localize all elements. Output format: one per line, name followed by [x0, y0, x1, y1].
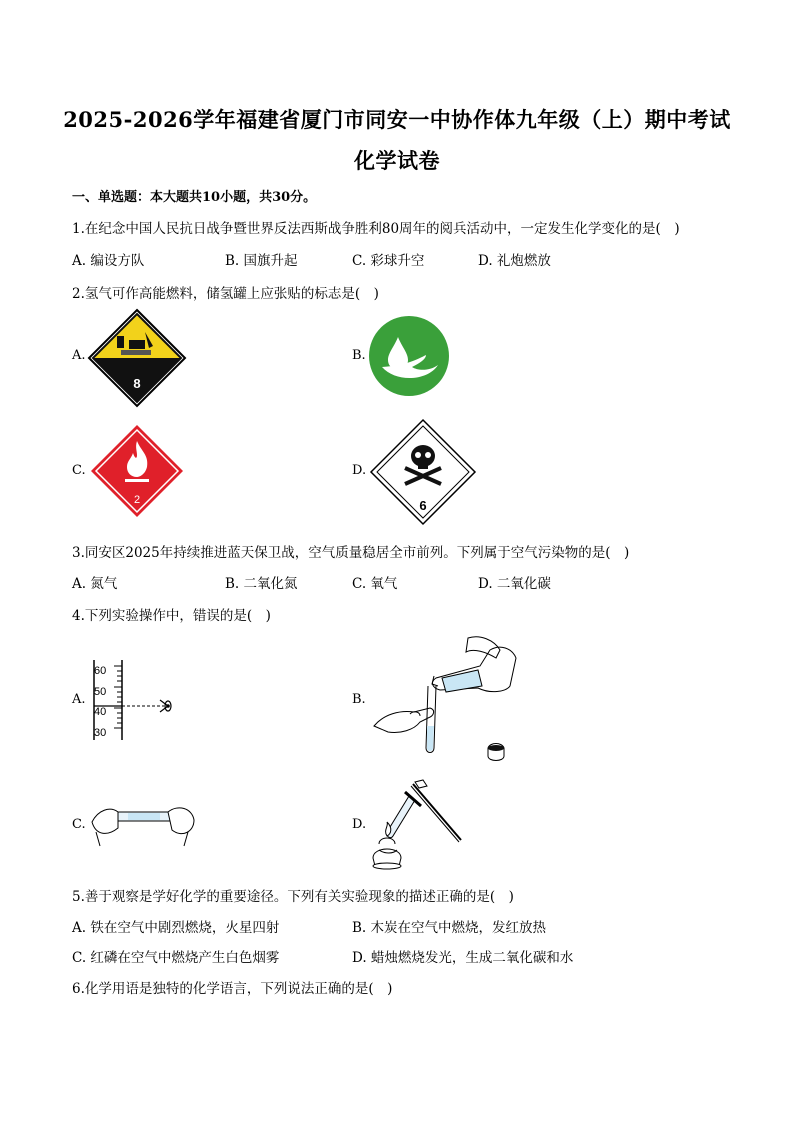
q5-option-a[interactable]: A. 铁在空气中剧烈燃烧，火星四射	[72, 920, 280, 936]
q2-label-a[interactable]: A.	[72, 348, 86, 363]
toxic-sign-icon[interactable]	[369, 418, 477, 526]
q5-stem: 5.善于观察是学好化学的重要途径。下列有关实验现象的描述正确的是( )	[72, 889, 514, 905]
q2-stem: 2.氢气可作高能燃料，储氢罐上应张贴的标志是( )	[72, 286, 379, 302]
water-drop-green-sign-icon[interactable]	[368, 315, 450, 397]
corrosive-sign-icon[interactable]	[87, 308, 187, 408]
q6-stem: 6.化学用语是独特的化学语言，下列说法正确的是( )	[72, 981, 393, 997]
q1-option-a[interactable]: A. 编设方队	[72, 253, 145, 269]
q4-label-c[interactable]: C.	[72, 817, 86, 832]
title-line-2: 化学试卷	[354, 148, 440, 173]
q3-stem: 3.同安区2025年持续推进蓝天保卫战，空气质量稳居全市前列。下列属于空气污染物的是( )	[72, 545, 630, 561]
flammable-gas-sign-icon[interactable]	[89, 423, 185, 519]
q2-label-d[interactable]: D.	[352, 463, 367, 478]
tick-30: 30	[94, 726, 107, 739]
section-heading: 一、单选题：本大题共10小题，共30分。	[72, 190, 317, 205]
q3-option-c[interactable]: C. 氧气	[352, 576, 398, 592]
tick-50: 50	[94, 685, 107, 698]
sign-d-number: 6	[419, 498, 427, 513]
q3-option-d[interactable]: D. 二氧化碳	[478, 576, 551, 592]
q5-option-b[interactable]: B. 木炭在空气中燃烧，发红放热	[352, 920, 547, 936]
q2-label-c[interactable]: C.	[72, 463, 86, 478]
q1-option-b[interactable]: B. 国旗升起	[225, 253, 298, 269]
q4-stem: 4.下列实验操作中，错误的是( )	[72, 608, 271, 624]
title-line-1: 2025-2026学年福建省厦门市同安一中协作体九年级（上）期中考试	[63, 107, 731, 132]
pouring-liquid-icon[interactable]	[370, 630, 530, 765]
q1-option-d[interactable]: D. 礼炮燃放	[478, 253, 551, 269]
sign-c-number: 2	[133, 494, 141, 506]
q3-option-b[interactable]: B. 二氧化氮	[225, 576, 298, 592]
q1-stem: 1.在纪念中国人民抗日战争暨世界反法西斯战争胜利80周年的阅兵活动中，一定发生化学变化的是( )	[72, 221, 680, 237]
cylinder-tick-labels	[94, 661, 106, 743]
q4-label-a[interactable]: A.	[72, 692, 86, 707]
tick-60: 60	[94, 665, 107, 677]
q1-option-c[interactable]: C. 彩球升空	[352, 253, 425, 269]
q3-option-a[interactable]: A. 氮气	[72, 576, 118, 592]
sign-a-number: 8	[133, 376, 141, 391]
q4-label-b[interactable]: B.	[352, 692, 366, 707]
q5-option-d[interactable]: D. 蜡烛燃烧发光，生成二氧化碳和水	[352, 950, 574, 966]
q5-option-c[interactable]: C. 红磷在空气中燃烧产生白色烟雾	[72, 950, 280, 966]
test-tube-holding-icon[interactable]	[88, 792, 198, 852]
tick-40: 40	[94, 706, 107, 718]
heating-test-tube-icon[interactable]	[365, 778, 470, 873]
q2-label-b[interactable]: B.	[352, 348, 366, 363]
q4-label-d[interactable]: D.	[352, 817, 367, 832]
